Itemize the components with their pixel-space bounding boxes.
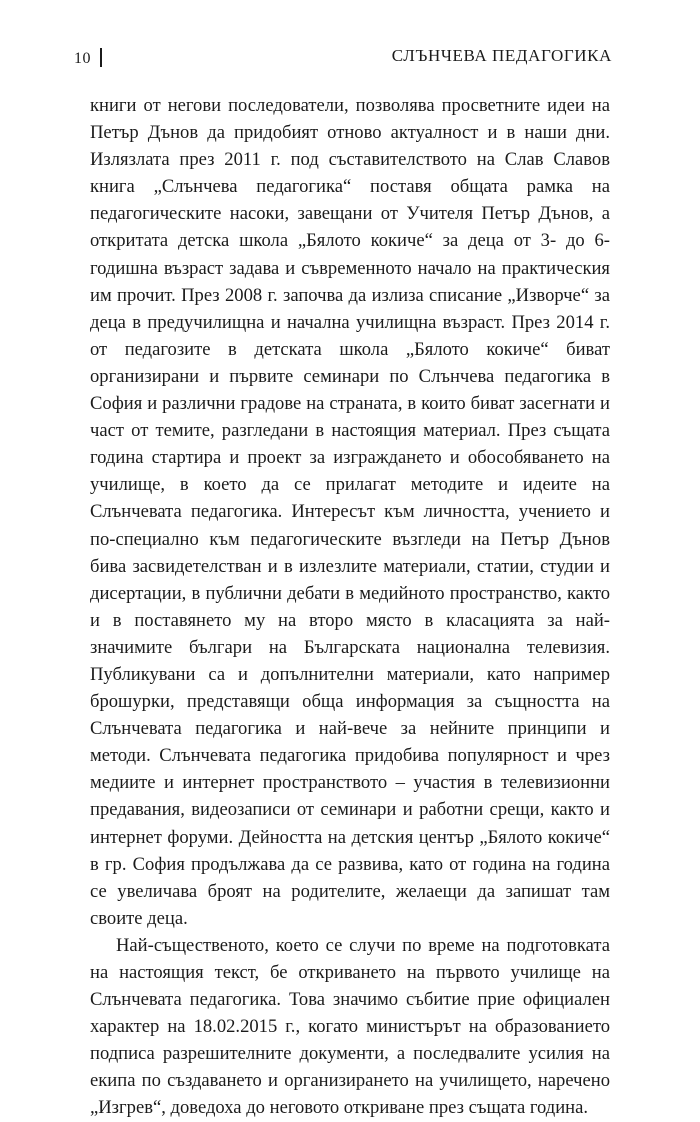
paragraph-2: Най-същественото, което се случи по време на подготовката на настоящия текст, бе откриването на първото училище на Слънчевата педагогика. Това значимо събитие прие официален характер на 18.02.2015 г., когато министърът на образованието подписа разрешителните документи, а последвалите усилия на екипа по създаването и организирането на училището, наречено „Изгрев“, доведоха до неговото откриване през същата година.: [90, 934, 610, 1119]
body-text: [90, 92, 610, 1122]
page-header: [74, 38, 612, 78]
running-head: СЛЪНЧЕВА ПЕДАГОГИКА: [391, 46, 612, 65]
page-number: 10: [74, 50, 91, 67]
header-divider: [100, 48, 102, 67]
paragraph-1: книги от негови последователи, позволява просветните идеи на Петър Дънов да придобият отново актуалност и в наши дни. Излязлата през 2011 г. под съставителството на Слав Славов книга „Слънчева педагогика“ поставя общата рамка на педагогическите насоки, завещани от Учителя Петър Дънов, а откритата детска школа „Бялото кокиче“ за деца от 3- до 6-годишна възраст задава и съвременното начало на практическия им прочит. През 2008 г. започва да излиза списание „Изворче“ за деца в предучилищна и начална училищна възраст. През 2014 г. от педагозите в детската школа „Бялото кокиче“ биват организирани и първите семинари по Слънчева педагогика в София и различни градове на страната, в които биват засегнати и част от темите, разгледани в настоящия материал. През същата година стартира и проект за изграждането и обособяването на училище, в което да се прилагат методите и идеите на Слънчевата педагогика. Интересът към личността, учението и по-специално към педагогическите възгледи на Петър Дънов бива засвидетелстван и в излезлите материали, статии, студии и дисертации, в публични дебати в медийното пространство, както и в поставянето му на второ място в класацията за най-значимите българи на Българската национална телевизия. Публикувани са и допълнителни материали, като например брошурки, представящи обща информация за същността на Слънчевата педагогика и най-вече за нейните принципи и методи. Слънчевата педагогика придобива популярност и чрез медиите и интернет пространството – участия в телевизионни предавания, видеозаписи от семинари и работни срещи, както и интернет форуми. Дейността на детския център „Бялото кокиче“ в гр. София продължава да се развива, като от година на година се увеличава броят на родителите, желаещи да запишат там своите деца.: [90, 95, 610, 929]
